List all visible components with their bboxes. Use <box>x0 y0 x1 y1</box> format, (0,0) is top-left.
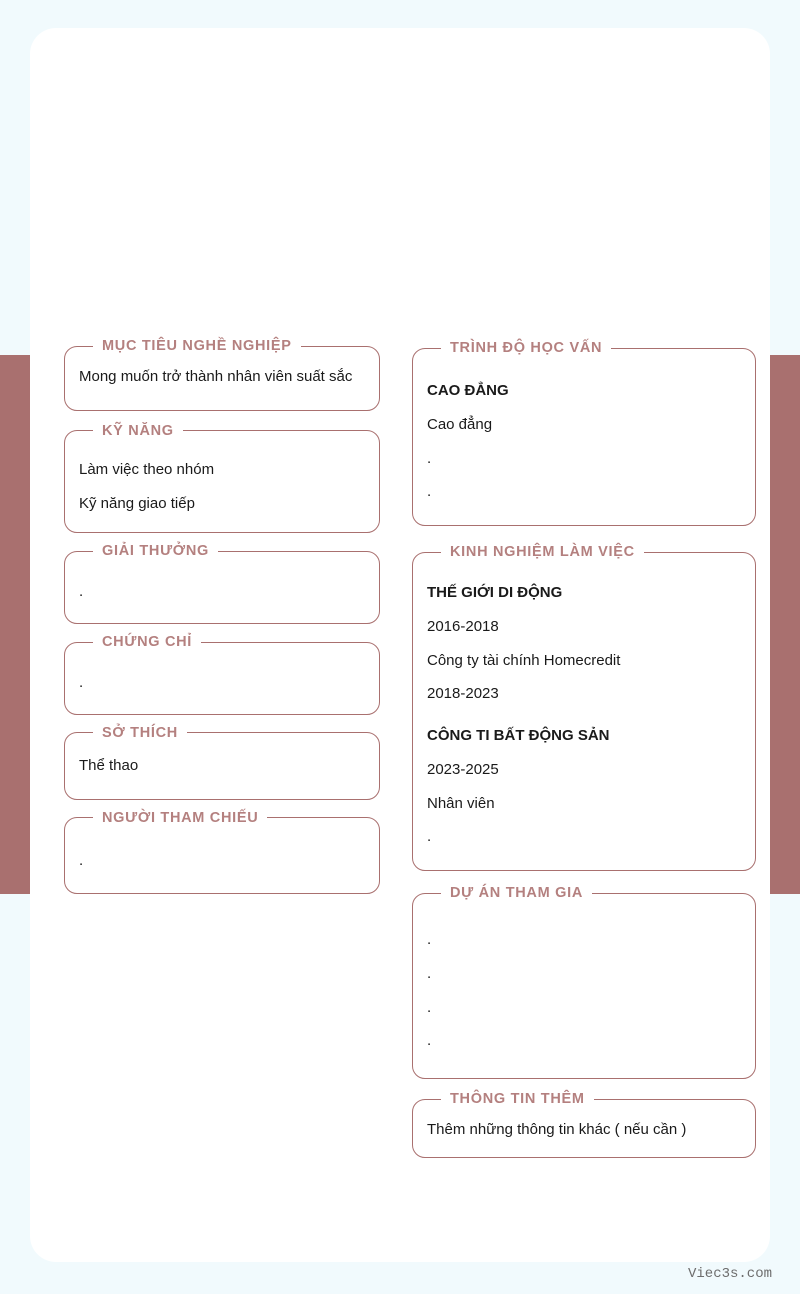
section-title: MỤC TIÊU NGHỀ NGHIỆP <box>102 338 292 354</box>
section-title: CHỨNG CHỈ <box>102 634 193 650</box>
section-body[interactable] <box>427 356 741 525</box>
decorative-side-bar-right <box>770 355 800 894</box>
text-line: Cao đẳng <box>427 415 493 433</box>
section-title: KỸ NĂNG <box>102 422 174 439</box>
section-body[interactable] <box>427 901 741 1078</box>
section-title: DỰ ÁN THAM GIA <box>450 885 583 901</box>
text-line: . <box>79 583 84 601</box>
text-line: Mong muốn trở thành nhân viên suất sắc <box>79 368 353 385</box>
section-references[interactable] <box>64 810 380 895</box>
text-line: Thêm những thông tin khác ( nếu cần ) <box>427 1121 687 1138</box>
text-line: THẾ GIỚI DI ĐỘNG <box>427 584 563 601</box>
section-title: KINH NGHIỆM LÀM VIỆC <box>450 544 635 560</box>
text-line: . <box>427 1032 432 1050</box>
section-body[interactable] <box>79 741 365 799</box>
text-line: . <box>427 931 432 948</box>
text-line: CÔNG TI BẤT ĐỘNG SẢN <box>427 727 610 744</box>
text-line: . <box>427 964 432 982</box>
section-body[interactable] <box>79 826 365 894</box>
text-line: . <box>427 483 432 501</box>
section-work-experience[interactable] <box>412 544 756 871</box>
left-column <box>64 338 380 900</box>
text-line: CAO ĐẲNG <box>427 382 509 399</box>
right-column <box>412 340 756 1164</box>
section-title: TRÌNH ĐỘ HỌC VẤN <box>450 340 603 356</box>
section-body[interactable] <box>79 439 365 533</box>
section-body[interactable] <box>427 1107 741 1157</box>
text-line: Làm việc theo nhóm <box>79 460 215 478</box>
text-line: Kỹ năng giao tiếp <box>79 494 195 512</box>
section-body[interactable] <box>79 650 365 714</box>
section-additional-info[interactable] <box>412 1091 756 1158</box>
text-line: . <box>427 998 432 1016</box>
decorative-side-bar-left <box>0 355 30 894</box>
text-line: . <box>79 674 84 691</box>
text-line: . <box>79 851 84 869</box>
text-line: Công ty tài chính Homecredit <box>427 651 621 669</box>
text-line: . <box>427 449 432 467</box>
text-line: 2023-2025 <box>427 760 499 778</box>
section-awards[interactable] <box>64 543 380 624</box>
section-title: THÔNG TIN THÊM <box>450 1091 585 1107</box>
text-line: 2016-2018 <box>427 617 499 635</box>
section-projects[interactable] <box>412 885 756 1079</box>
section-education[interactable] <box>412 340 756 526</box>
text-line: . <box>427 828 432 846</box>
section-skills[interactable] <box>64 423 380 534</box>
text-line: 2018-2023 <box>427 685 499 703</box>
site-watermark: Viec3s.com <box>687 1266 772 1282</box>
section-title: GIẢI THƯỞNG <box>102 543 210 560</box>
text-line: Nhân viên <box>427 794 495 812</box>
section-hobbies[interactable] <box>64 725 380 800</box>
section-title: NGƯỜI THAM CHIẾU <box>102 809 259 826</box>
section-career-goal[interactable] <box>64 338 380 411</box>
section-body[interactable] <box>427 560 741 870</box>
section-title: SỞ THÍCH <box>102 724 178 741</box>
section-body[interactable] <box>79 354 365 410</box>
section-body[interactable] <box>79 559 365 623</box>
text-line: Thể thao <box>79 756 139 774</box>
section-certificates[interactable] <box>64 634 380 715</box>
